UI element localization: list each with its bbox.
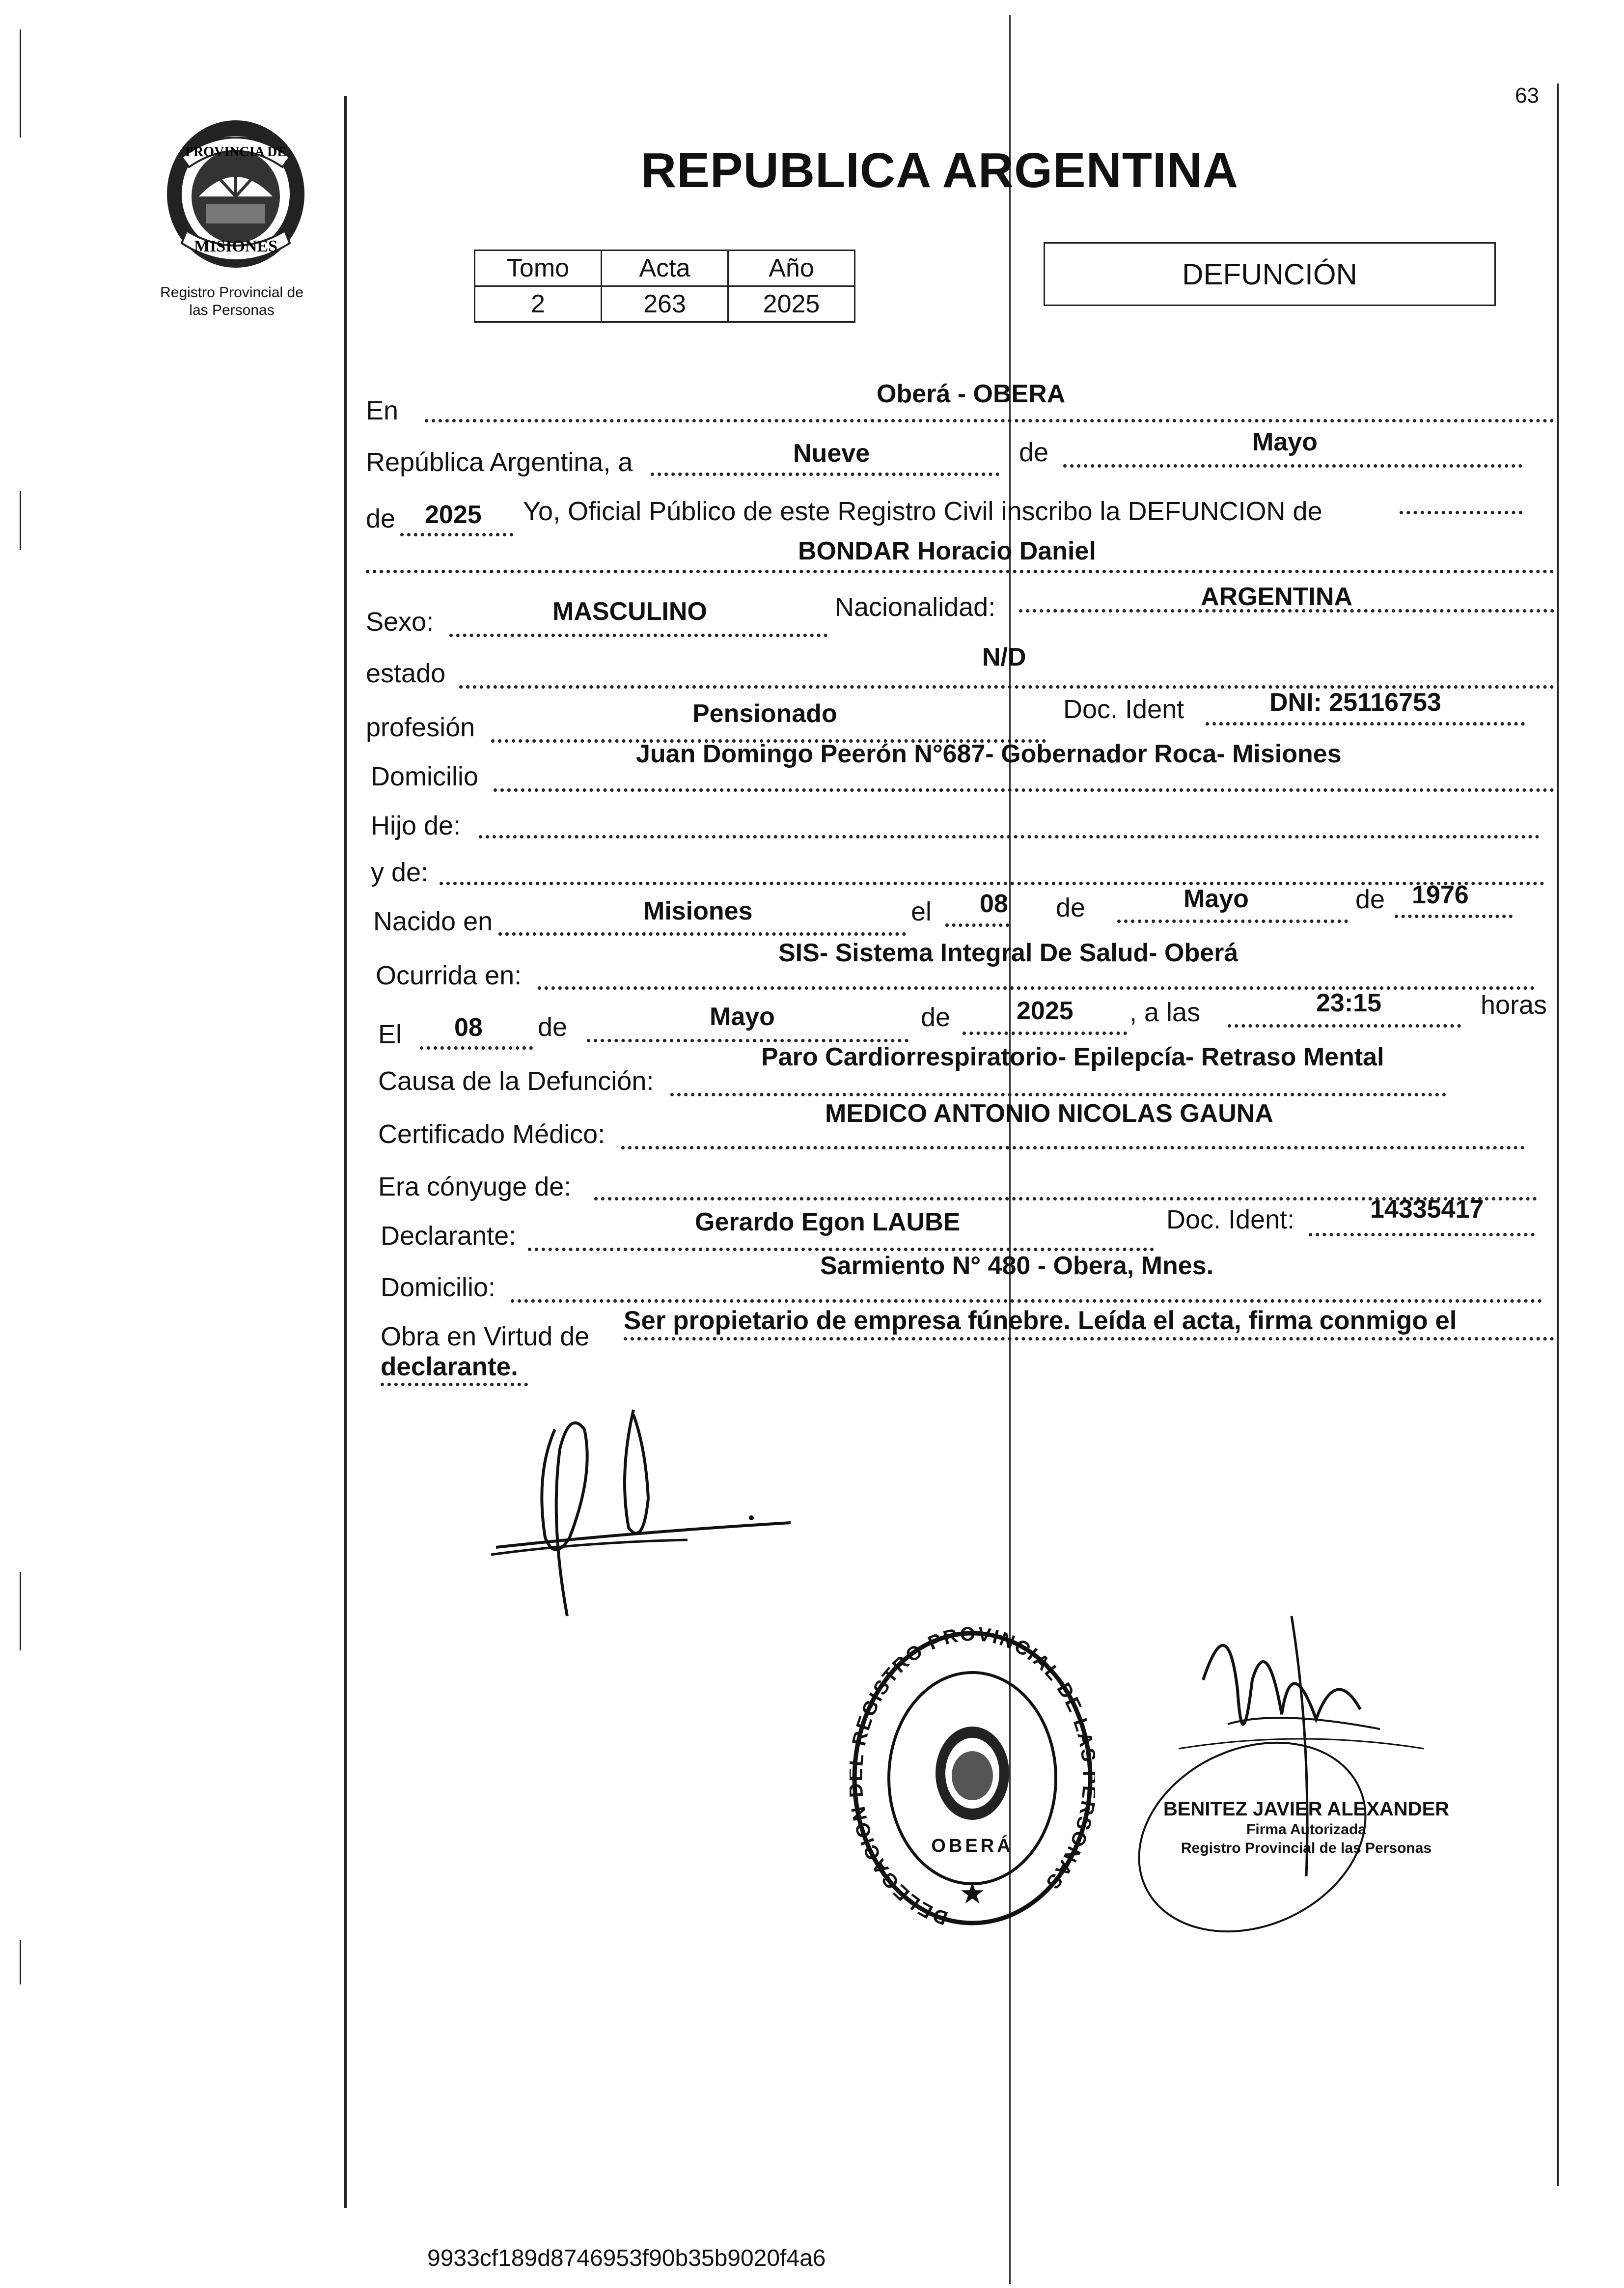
birth-year-dotted-line bbox=[1395, 915, 1513, 918]
decl-doc-dotted-line bbox=[1309, 1233, 1535, 1236]
en-label: En bbox=[366, 396, 399, 425]
estado-value: N/D bbox=[982, 643, 1026, 671]
logo-caption-line2: las Personas bbox=[189, 302, 275, 318]
page-number: 63 bbox=[1515, 84, 1539, 108]
sexo-dotted-line bbox=[449, 634, 827, 637]
official-role: Firma Autorizada bbox=[1246, 1821, 1366, 1838]
horas-label: horas bbox=[1481, 990, 1547, 1020]
death-year: 2025 bbox=[1017, 997, 1073, 1025]
official-signature bbox=[1105, 1591, 1449, 1938]
de4-label: de bbox=[1355, 885, 1385, 914]
ocurrida-label: Ocurrida en: bbox=[376, 961, 522, 990]
birth-day: 08 bbox=[980, 890, 1008, 918]
decl-doc-label: Doc. Ident: bbox=[1166, 1205, 1295, 1234]
hijo-dotted-line bbox=[479, 835, 1540, 838]
ocurrida-value: SIS- Sistema Integral De Salud- Oberá bbox=[778, 939, 1239, 967]
yde-label: y de: bbox=[371, 858, 429, 887]
scan-edge-mark bbox=[20, 491, 21, 550]
nacido-value: Misiones bbox=[643, 897, 753, 925]
scan-edge-mark bbox=[20, 29, 21, 138]
declarante-value: Gerardo Egon LAUBE bbox=[695, 1208, 961, 1236]
right-margin-line bbox=[1557, 84, 1559, 2186]
obra-value-line1: Ser propietario de empresa fúnebre. Leída el acta, firma conmigo el bbox=[624, 1306, 1457, 1335]
declarante-dotted-line bbox=[528, 1248, 1154, 1251]
declarante-label: Declarante: bbox=[381, 1221, 517, 1251]
record-header-anio: Año bbox=[728, 251, 855, 286]
domicilio-value: Juan Domingo Peerón N°687- Gobernador Roca- Misiones bbox=[636, 740, 1342, 768]
en-value: Oberá - OBERA bbox=[877, 380, 1066, 408]
stamp-city: OBERÁ bbox=[931, 1836, 1014, 1856]
stamp-star-icon: ★ bbox=[959, 1877, 986, 1910]
death-month: Mayo bbox=[710, 1003, 775, 1031]
doc-dotted-line bbox=[1206, 722, 1525, 725]
record-table bbox=[474, 250, 855, 323]
en-dotted-line bbox=[425, 419, 1554, 422]
deceased-name: BONDAR Horacio Daniel bbox=[798, 537, 1096, 565]
obra-dotted-line1 bbox=[624, 1337, 1554, 1340]
left-margin-line bbox=[344, 96, 347, 2208]
estado-label: estado bbox=[366, 659, 446, 688]
certificado-dotted-line bbox=[621, 1146, 1525, 1149]
record-type-box: DEFUNCIÓN bbox=[1044, 242, 1496, 306]
causa-label: Causa de la Defunción: bbox=[378, 1066, 654, 1096]
record-value-anio: 2025 bbox=[728, 286, 855, 322]
de-label: de bbox=[1019, 438, 1049, 467]
death-month-dotted-line bbox=[587, 1039, 908, 1042]
de2-label: de bbox=[366, 504, 396, 533]
record-header-acta: Acta bbox=[602, 251, 728, 286]
stamp-outer-text: DELEGACIO REGISTRO PROVINCIAL DE LA SONAS bbox=[850, 1623, 1095, 1929]
obra-value-line2: declarante. bbox=[381, 1352, 518, 1381]
doc-value: DNI: 25116753 bbox=[1269, 688, 1441, 717]
oficial-dotted-line bbox=[1400, 511, 1522, 514]
year-value: 2025 bbox=[425, 501, 482, 529]
domicilio2-value: Sarmiento N° 480 - Obera, Mnes. bbox=[820, 1252, 1214, 1280]
doc-label: Doc. Ident bbox=[1063, 695, 1184, 724]
record-value-tomo: 2 bbox=[475, 286, 602, 322]
oficial-text: Yo, Oficial Público de este Registro Civil inscribo la DEFUNCION de bbox=[523, 497, 1322, 526]
seal-text-bottom: MISIONES bbox=[193, 237, 278, 255]
alas-label: , a las bbox=[1129, 998, 1201, 1027]
document-title: REPUBLICA ARGENTINA bbox=[641, 143, 1239, 198]
birth-year: 1976 bbox=[1412, 881, 1469, 909]
domicilio-dotted-line bbox=[494, 788, 1554, 792]
day-dotted-line bbox=[651, 473, 999, 476]
nacido-label: Nacido en bbox=[373, 907, 493, 936]
birth-month-dotted-line bbox=[1117, 920, 1348, 923]
month-value: Mayo bbox=[1252, 428, 1318, 456]
death-year-dotted-line bbox=[963, 1032, 1127, 1035]
scan-edge-mark bbox=[20, 1940, 21, 1984]
declarant-signature bbox=[481, 1400, 800, 1623]
obra-label: Obra en Virtud de bbox=[381, 1322, 590, 1351]
republica-label: República Argentina, a bbox=[366, 447, 633, 477]
scan-edge-mark bbox=[20, 1572, 21, 1650]
provincial-seal-logo bbox=[152, 113, 319, 278]
certificado-label: Certificado Médico: bbox=[378, 1119, 606, 1149]
year-dotted-line bbox=[400, 533, 513, 536]
certificado-value: MEDICO ANTONIO NICOLAS GAUNA bbox=[825, 1099, 1273, 1128]
sexo-value: MASCULINO bbox=[552, 597, 707, 626]
domicilio2-dotted-line bbox=[511, 1299, 1542, 1303]
death-day: 08 bbox=[454, 1013, 483, 1042]
decl-doc-value: 14335417 bbox=[1370, 1195, 1484, 1224]
de3-label: de bbox=[1056, 893, 1086, 922]
day-value: Nueve bbox=[793, 439, 870, 468]
causa-value: Paro Cardiorrespiratorio- Epilepcía- Retraso Mental bbox=[761, 1043, 1384, 1071]
el-label: el bbox=[911, 897, 932, 926]
ocurrida-dotted-line bbox=[538, 986, 1535, 990]
profesion-label: profesión bbox=[366, 713, 475, 742]
de6-label: de bbox=[921, 1003, 951, 1032]
sexo-label: Sexo: bbox=[366, 607, 434, 637]
name-dotted-line bbox=[366, 570, 1554, 573]
nacido-dotted-line bbox=[498, 932, 906, 936]
document-hash: 9933cf189d8746953f90b35b9020f4a6 bbox=[427, 2245, 826, 2271]
month-dotted-line bbox=[1063, 464, 1522, 468]
el2-label: El bbox=[378, 1020, 402, 1049]
causa-dotted-line bbox=[670, 1093, 1446, 1096]
conyuge-label: Era cónyuge de: bbox=[378, 1172, 572, 1201]
official-name: BENITEZ JAVIER ALEXANDER bbox=[1163, 1798, 1450, 1820]
de5-label: de bbox=[538, 1012, 568, 1042]
record-value-acta: 263 bbox=[602, 286, 728, 322]
registry-stamp bbox=[850, 1621, 1095, 1943]
official-caption bbox=[1139, 1798, 1473, 1858]
birth-month: Mayo bbox=[1184, 885, 1249, 913]
logo-caption-line1: Registro Provincial de bbox=[160, 284, 303, 301]
obra-dotted-line2 bbox=[381, 1383, 528, 1386]
profesion-value: Pensionado bbox=[692, 699, 837, 728]
death-time-dotted-line bbox=[1228, 1024, 1461, 1028]
birth-day-dotted-line bbox=[945, 923, 1009, 927]
domicilio-label: Domicilio bbox=[371, 762, 479, 791]
seal-text-top: PROVINCIA DE bbox=[185, 144, 287, 160]
record-header-tomo: Tomo bbox=[475, 251, 602, 286]
fold-line bbox=[1009, 15, 1011, 2284]
hijo-label: Hijo de: bbox=[371, 811, 461, 840]
official-office: Registro Provincial de las Personas bbox=[1181, 1840, 1432, 1856]
logo-caption bbox=[129, 284, 335, 319]
death-time: 23:15 bbox=[1316, 989, 1381, 1017]
death-day-dotted-line bbox=[420, 1046, 533, 1050]
nacionalidad-value: ARGENTINA bbox=[1201, 583, 1353, 611]
domicilio2-label: Domicilio: bbox=[381, 1273, 496, 1302]
nacionalidad-label: Nacionalidad: bbox=[835, 592, 996, 622]
